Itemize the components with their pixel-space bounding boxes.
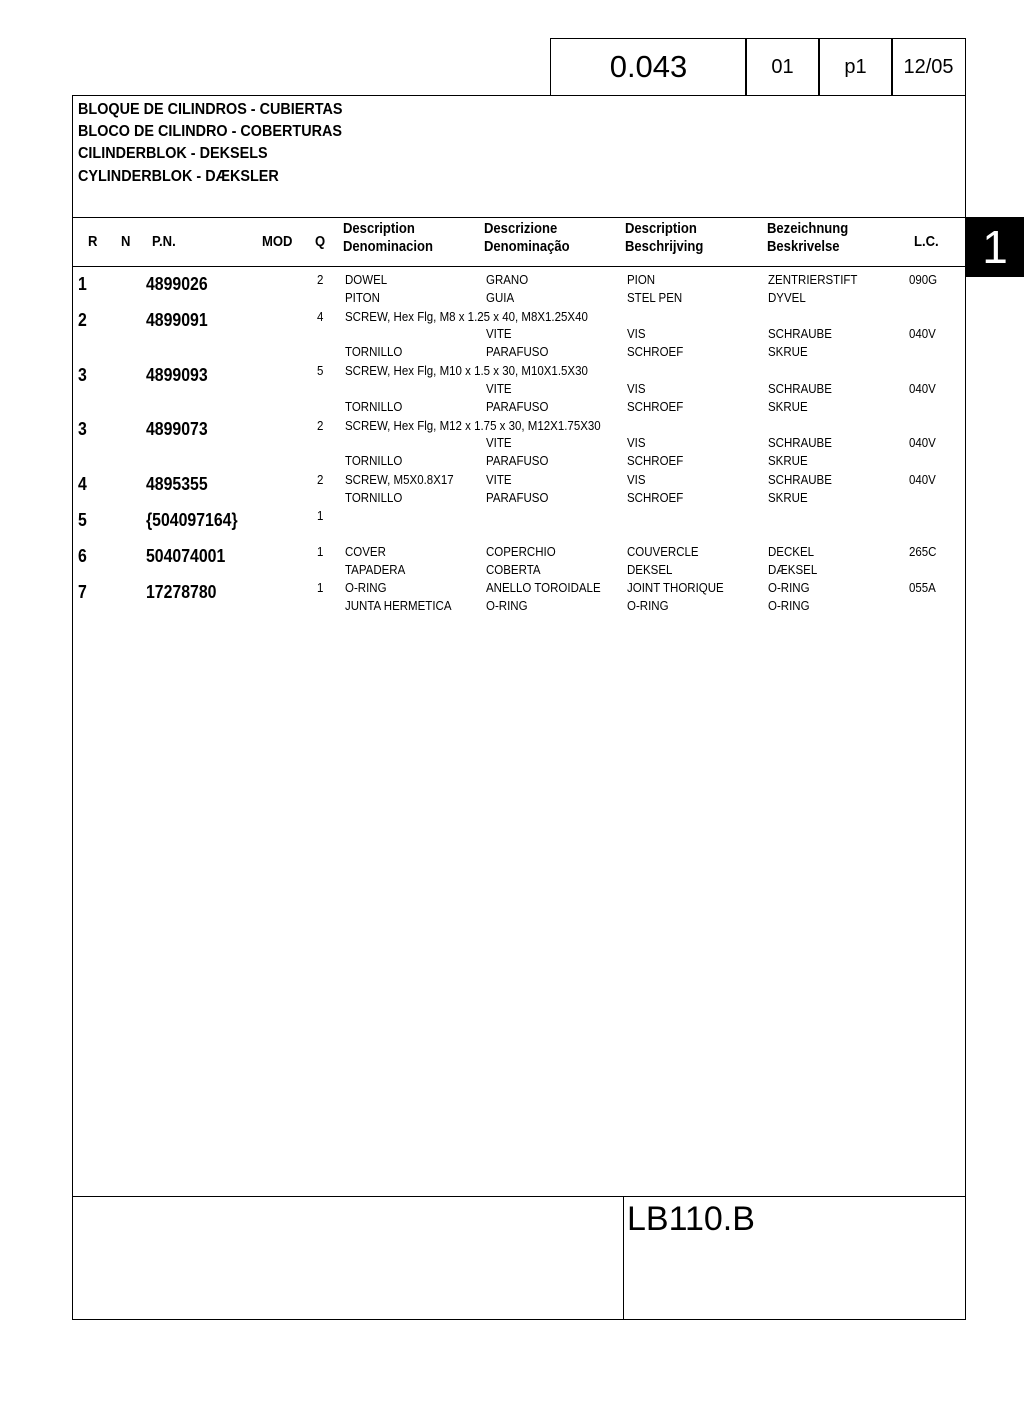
divider-columns bbox=[72, 266, 966, 267]
col-desc-en: Description bbox=[343, 221, 415, 237]
col-mod: MOD bbox=[262, 234, 293, 250]
row-3a-desc-fr: VIS bbox=[627, 382, 646, 396]
row-6-desc-de: DECKEL bbox=[768, 545, 815, 559]
col-desc-pt: Denominação bbox=[484, 239, 570, 255]
footer-vertical-divider bbox=[623, 1196, 624, 1320]
row-3b-lc: 040V bbox=[909, 436, 936, 450]
section-tab bbox=[966, 217, 1024, 277]
row-4-lc: 040V bbox=[909, 473, 936, 487]
col-pn: P.N. bbox=[152, 234, 176, 250]
row-1-desc-nl: STEL PEN bbox=[627, 291, 683, 305]
row-6-desc-it: COPERCHIO bbox=[486, 545, 556, 559]
footer-code: LB110.B bbox=[627, 1200, 755, 1238]
divider-title bbox=[72, 217, 966, 218]
row-4-desc-en: SCREW, M5X0.8X17 bbox=[345, 473, 454, 487]
row-7-desc-fr: JOINT THORIQUE bbox=[627, 581, 724, 595]
row-4-desc-pt: PARAFUSO bbox=[486, 491, 549, 505]
col-r: R bbox=[88, 234, 98, 250]
row-3a-desc-de: SCHRAUBE bbox=[768, 382, 832, 396]
row-2-desc-it: VITE bbox=[486, 327, 512, 341]
row-1-desc-en: DOWEL bbox=[345, 273, 388, 287]
row-2-desc-de: SCHRAUBE bbox=[768, 327, 832, 341]
row-3b-desc-de: SCHRAUBE bbox=[768, 436, 832, 450]
row-5-r: 5 bbox=[78, 510, 87, 530]
row-1-r: 1 bbox=[78, 274, 87, 294]
header-code: 0.043 bbox=[609, 49, 688, 84]
row-7-q: 1 bbox=[317, 581, 324, 595]
row-3b-desc-it: VITE bbox=[486, 436, 512, 450]
header-date-box bbox=[891, 38, 966, 96]
row-1-q: 2 bbox=[317, 273, 324, 287]
row-6-desc-nl: DEKSEL bbox=[627, 563, 673, 577]
row-2-desc-es: TORNILLO bbox=[345, 345, 403, 359]
row-5-q: 1 bbox=[317, 509, 324, 523]
row-3a-desc-es: TORNILLO bbox=[345, 400, 403, 414]
col-desc-de: Bezeichnung bbox=[767, 221, 849, 237]
row-3a-spec: SCREW, Hex Flg, M10 x 1.5 x 30, M10X1.5X30 bbox=[345, 364, 588, 378]
row-4-pn: 4895355 bbox=[146, 474, 208, 494]
row-2-desc-da: SKRUE bbox=[768, 345, 808, 359]
row-3b-desc-nl: SCHROEF bbox=[627, 454, 684, 468]
title-pt: BLOCO DE CILINDRO - COBERTURAS bbox=[78, 123, 342, 140]
section-tab-number: 1 bbox=[982, 221, 1008, 273]
row-6-q: 1 bbox=[317, 545, 324, 559]
row-2-r: 2 bbox=[78, 310, 87, 330]
row-1-desc-fr: PION bbox=[627, 273, 656, 287]
row-2-pn: 4899091 bbox=[146, 310, 208, 330]
row-3a-desc-nl: SCHROEF bbox=[627, 400, 684, 414]
row-3a-pn: 4899093 bbox=[146, 365, 208, 385]
header-page: p1 bbox=[844, 55, 867, 78]
row-6-desc-en: COVER bbox=[345, 545, 386, 559]
col-desc-fr: Description bbox=[625, 221, 697, 237]
row-3b-desc-da: SKRUE bbox=[768, 454, 808, 468]
row-1-desc-de: ZENTRIERSTIFT bbox=[768, 273, 858, 287]
row-7-desc-pt: O-RING bbox=[486, 599, 528, 613]
row-3b-q: 2 bbox=[317, 419, 324, 433]
row-2-desc-nl: SCHROEF bbox=[627, 345, 684, 359]
header-code-box bbox=[550, 38, 747, 96]
title-nl: CILINDERBLOK - DEKSELS bbox=[78, 145, 268, 162]
row-1-desc-pt: GUIA bbox=[486, 291, 515, 305]
header-date: 12/05 bbox=[903, 55, 954, 78]
row-3a-r: 3 bbox=[78, 365, 87, 385]
divider-footer bbox=[72, 1196, 966, 1197]
row-6-desc-fr: COUVERCLE bbox=[627, 545, 699, 559]
row-3b-desc-pt: PARAFUSO bbox=[486, 454, 549, 468]
row-3a-desc-it: VITE bbox=[486, 382, 512, 396]
row-4-desc-es: TORNILLO bbox=[345, 491, 403, 505]
row-7-desc-nl: O-RING bbox=[627, 599, 669, 613]
row-2-spec: SCREW, Hex Flg, M8 x 1.25 x 40, M8X1.25X40 bbox=[345, 310, 588, 324]
col-lc: L.C. bbox=[914, 234, 939, 250]
title-es: BLOQUE DE CILINDROS - CUBIERTAS bbox=[78, 101, 343, 118]
col-desc-nl: Beschrijving bbox=[625, 239, 704, 255]
row-5-pn: {504097164} bbox=[146, 510, 238, 530]
row-4-desc-da: SKRUE bbox=[768, 491, 808, 505]
row-1-pn: 4899026 bbox=[146, 274, 208, 294]
header-page-box bbox=[818, 38, 893, 96]
row-6-r: 6 bbox=[78, 546, 87, 566]
row-3b-spec: SCREW, Hex Flg, M12 x 1.75 x 30, M12X1.75X30 bbox=[345, 419, 601, 433]
header-sheet-box bbox=[745, 38, 820, 96]
row-7-desc-de: O-RING bbox=[768, 581, 810, 595]
row-2-desc-pt: PARAFUSO bbox=[486, 345, 549, 359]
row-6-desc-es: TAPADERA bbox=[345, 563, 406, 577]
row-7-desc-it: ANELLO TOROIDALE bbox=[486, 581, 601, 595]
col-n: N bbox=[121, 234, 131, 250]
row-7-r: 7 bbox=[78, 582, 87, 602]
row-1-desc-es: PITON bbox=[345, 291, 380, 305]
col-desc-it: Descrizione bbox=[484, 221, 558, 237]
row-3b-pn: 4899073 bbox=[146, 419, 208, 439]
row-2-lc: 040V bbox=[909, 327, 936, 341]
col-desc-es: Denominacion bbox=[343, 239, 433, 255]
row-2-q: 4 bbox=[317, 310, 324, 324]
row-3b-r: 3 bbox=[78, 419, 87, 439]
row-6-lc: 265C bbox=[909, 545, 937, 559]
row-1-lc: 090G bbox=[909, 273, 938, 287]
row-1-desc-da: DYVEL bbox=[768, 291, 806, 305]
row-3b-desc-es: TORNILLO bbox=[345, 454, 403, 468]
row-2-desc-fr: VIS bbox=[627, 327, 646, 341]
row-6-pn: 504074001 bbox=[146, 546, 226, 566]
row-4-desc-fr: VIS bbox=[627, 473, 646, 487]
row-3a-desc-pt: PARAFUSO bbox=[486, 400, 549, 414]
col-desc-da: Beskrivelse bbox=[767, 239, 840, 255]
row-4-desc-it: VITE bbox=[486, 473, 512, 487]
row-6-desc-pt: COBERTA bbox=[486, 563, 541, 577]
row-7-desc-en: O-RING bbox=[345, 581, 387, 595]
row-3a-desc-da: SKRUE bbox=[768, 400, 808, 414]
row-4-desc-nl: SCHROEF bbox=[627, 491, 684, 505]
row-7-pn: 17278780 bbox=[146, 582, 217, 602]
row-4-desc-de: SCHRAUBE bbox=[768, 473, 832, 487]
row-3a-lc: 040V bbox=[909, 382, 936, 396]
row-4-r: 4 bbox=[78, 474, 87, 494]
title-da: CYLINDERBLOK - DÆKSLER bbox=[78, 168, 279, 185]
row-1-desc-it: GRANO bbox=[486, 273, 529, 287]
col-q: Q bbox=[315, 234, 326, 250]
row-7-lc: 055A bbox=[909, 581, 936, 595]
header-sheet: 01 bbox=[771, 55, 794, 78]
row-3b-desc-fr: VIS bbox=[627, 436, 646, 450]
row-4-q: 2 bbox=[317, 473, 324, 487]
row-6-desc-da: DÆKSEL bbox=[768, 563, 818, 577]
row-7-desc-da: O-RING bbox=[768, 599, 810, 613]
row-3a-q: 5 bbox=[317, 364, 324, 378]
row-7-desc-es: JUNTA HERMETICA bbox=[345, 599, 452, 613]
